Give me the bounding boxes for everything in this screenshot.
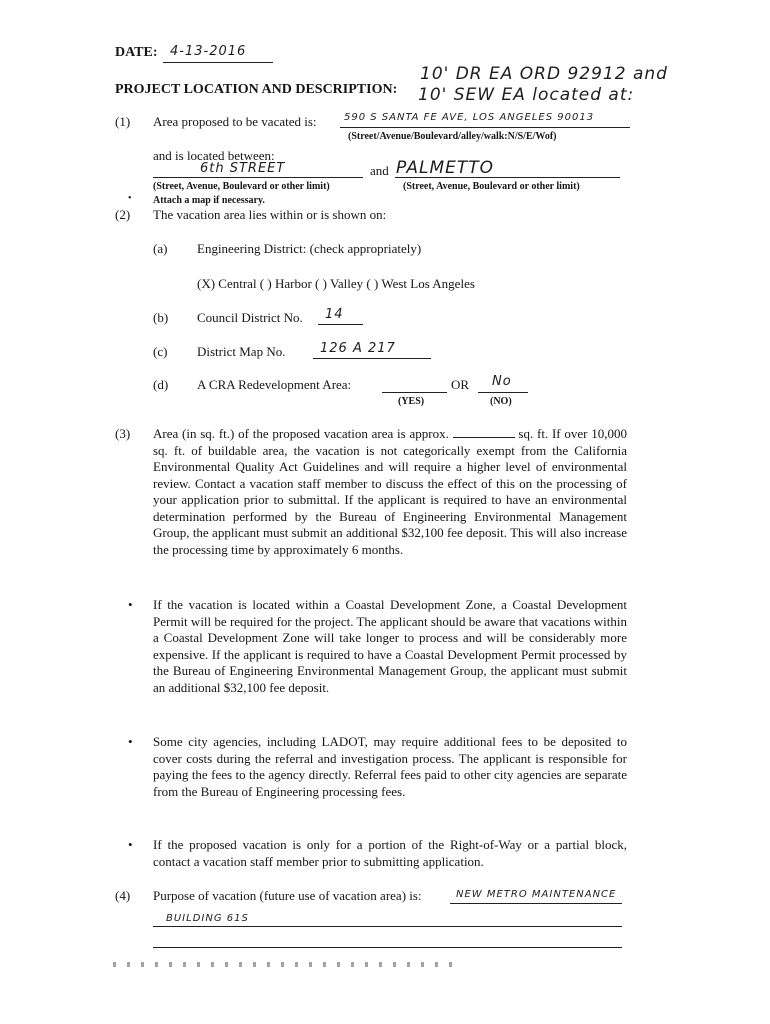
district-map-value: 126 A 217 xyxy=(320,341,396,356)
partial-block-note: If the proposed vacation is only for a portion of the Right-of-Way or a partial block, contact a vacation staff member prior to submitting application. xyxy=(153,837,627,869)
bullet-dot: • xyxy=(128,734,133,749)
council-district-label: Council District No. xyxy=(197,310,303,325)
located-between-label: and is located between: xyxy=(153,148,275,163)
date-underline xyxy=(163,62,273,63)
coastal-zone-note: If the vacation is located within a Coastal Development Zone, a Coastal Development Permit will be required for the project. The applicant should be aware that vacations within a Coastal Development Zone will take longer to process and will be considerably more expensive. If the applicant is required to have a Coastal Development Permit processed by the Bureau of Engineering Environmental Management Group, the applicant must submit an additional $32,100 fee deposit. xyxy=(153,597,627,695)
item-d-letter: (d) xyxy=(153,377,169,392)
area-sqft-blank xyxy=(453,427,515,438)
council-district-value: 14 xyxy=(325,307,344,322)
bullet-dot: • xyxy=(128,837,133,852)
section-2-number: (2) xyxy=(115,207,131,222)
item-b-letter: (b) xyxy=(153,310,169,325)
attach-map-note: Attach a map if necessary. xyxy=(153,195,265,206)
district-options: (X) Central ( ) Harbor ( ) Valley ( ) West Los Angeles xyxy=(197,276,475,291)
cra-yes-underline xyxy=(382,392,447,393)
map-underline xyxy=(313,358,431,359)
bullet-dot: • xyxy=(128,193,132,204)
council-underline xyxy=(318,324,363,325)
street1-caption: (Street, Avenue, Boulevard or other limit) xyxy=(153,181,330,192)
purpose-value-line2: BUILDING 61S xyxy=(166,913,249,924)
cra-or-label: OR xyxy=(451,377,470,392)
section-4-number: (4) xyxy=(115,888,131,903)
cra-no-caption: (NO) xyxy=(490,396,512,407)
purpose-underline-2 xyxy=(153,926,622,927)
area-vacated-address: 590 S SANTA FE AVE, LOS ANGELES 90013 xyxy=(344,112,595,123)
agency-fees-note: Some city agencies, including LADOT, may require additional fees to be deposited to cover costs during the referral and investigation process. The applicant is responsible for paying the fees to the agency directly. Referral fees paid to other city agencies are separate from the Bureau of Engineering processing fees. xyxy=(153,734,627,799)
cra-yes-caption: (YES) xyxy=(398,396,425,407)
cut-off-next-line xyxy=(113,962,463,967)
between-street-2: PALMETTO xyxy=(396,158,495,178)
engineering-district-label: Engineering District: (check appropriately) xyxy=(197,241,422,256)
cra-no-underline xyxy=(478,392,528,393)
street2-underline xyxy=(395,177,620,178)
cra-area-label: A CRA Redevelopment Area: xyxy=(197,377,352,392)
street2-caption: (Street, Avenue, Boulevard or other limit) xyxy=(403,181,580,192)
address-underline xyxy=(340,127,630,128)
section-3-paragraph xyxy=(153,426,627,558)
area-sqft-label: Area (in sq. ft.) of the proposed vacation area is approx. xyxy=(153,426,449,441)
vacation-area-label: The vacation area lies within or is shown on: xyxy=(153,207,387,222)
section-3-number: (3) xyxy=(115,426,131,441)
section-1-number: (1) xyxy=(115,114,131,129)
between-street-1: 6th STREET xyxy=(200,161,286,176)
area-sqft-note: sq. ft. If over 10,000 sq. ft. of buildable area, the vacation is not categorically exempt from the California Environmental Quality Act Guidelines and will require a higher level of environmental review. Contact a vacation staff member to discuss the effect of this on the processing of your application prior to submittal. If the applicant is required to have an environmental determination performed by the Bureau of Engineering Environmental Management Group, the applicant must submit an additional $32,100 fee deposit. This will also increase the processing time by approximately 6 months. xyxy=(153,426,628,557)
street1-underline xyxy=(153,177,363,178)
cra-value: No xyxy=(492,374,512,389)
item-c-letter: (c) xyxy=(153,344,168,359)
purpose-underline-1 xyxy=(450,903,622,904)
bullet-dot: • xyxy=(128,597,133,612)
project-location-label: PROJECT LOCATION AND DESCRIPTION: xyxy=(115,82,398,97)
purpose-value-line1: NEW METRO MAINTENANCE xyxy=(456,889,617,900)
address-caption: (Street/Avenue/Boulevard/alley/walk:N/S/E/Wof) xyxy=(348,131,557,142)
area-vacated-label: Area proposed to be vacated is: xyxy=(153,114,317,129)
date-label: DATE: xyxy=(115,45,158,60)
project-handwritten-line1: 10' DR EA ORD 92912 and xyxy=(420,64,668,84)
district-map-label: District Map No. xyxy=(197,344,286,359)
project-handwritten-line2: 10' SEW EA located at: xyxy=(418,85,635,105)
and-label: and xyxy=(370,163,389,178)
purpose-underline-3 xyxy=(153,947,622,948)
date-value: 4-13-2016 xyxy=(170,44,247,59)
purpose-label: Purpose of vacation (future use of vacation area) is: xyxy=(153,888,422,903)
item-a-letter: (a) xyxy=(153,241,168,256)
